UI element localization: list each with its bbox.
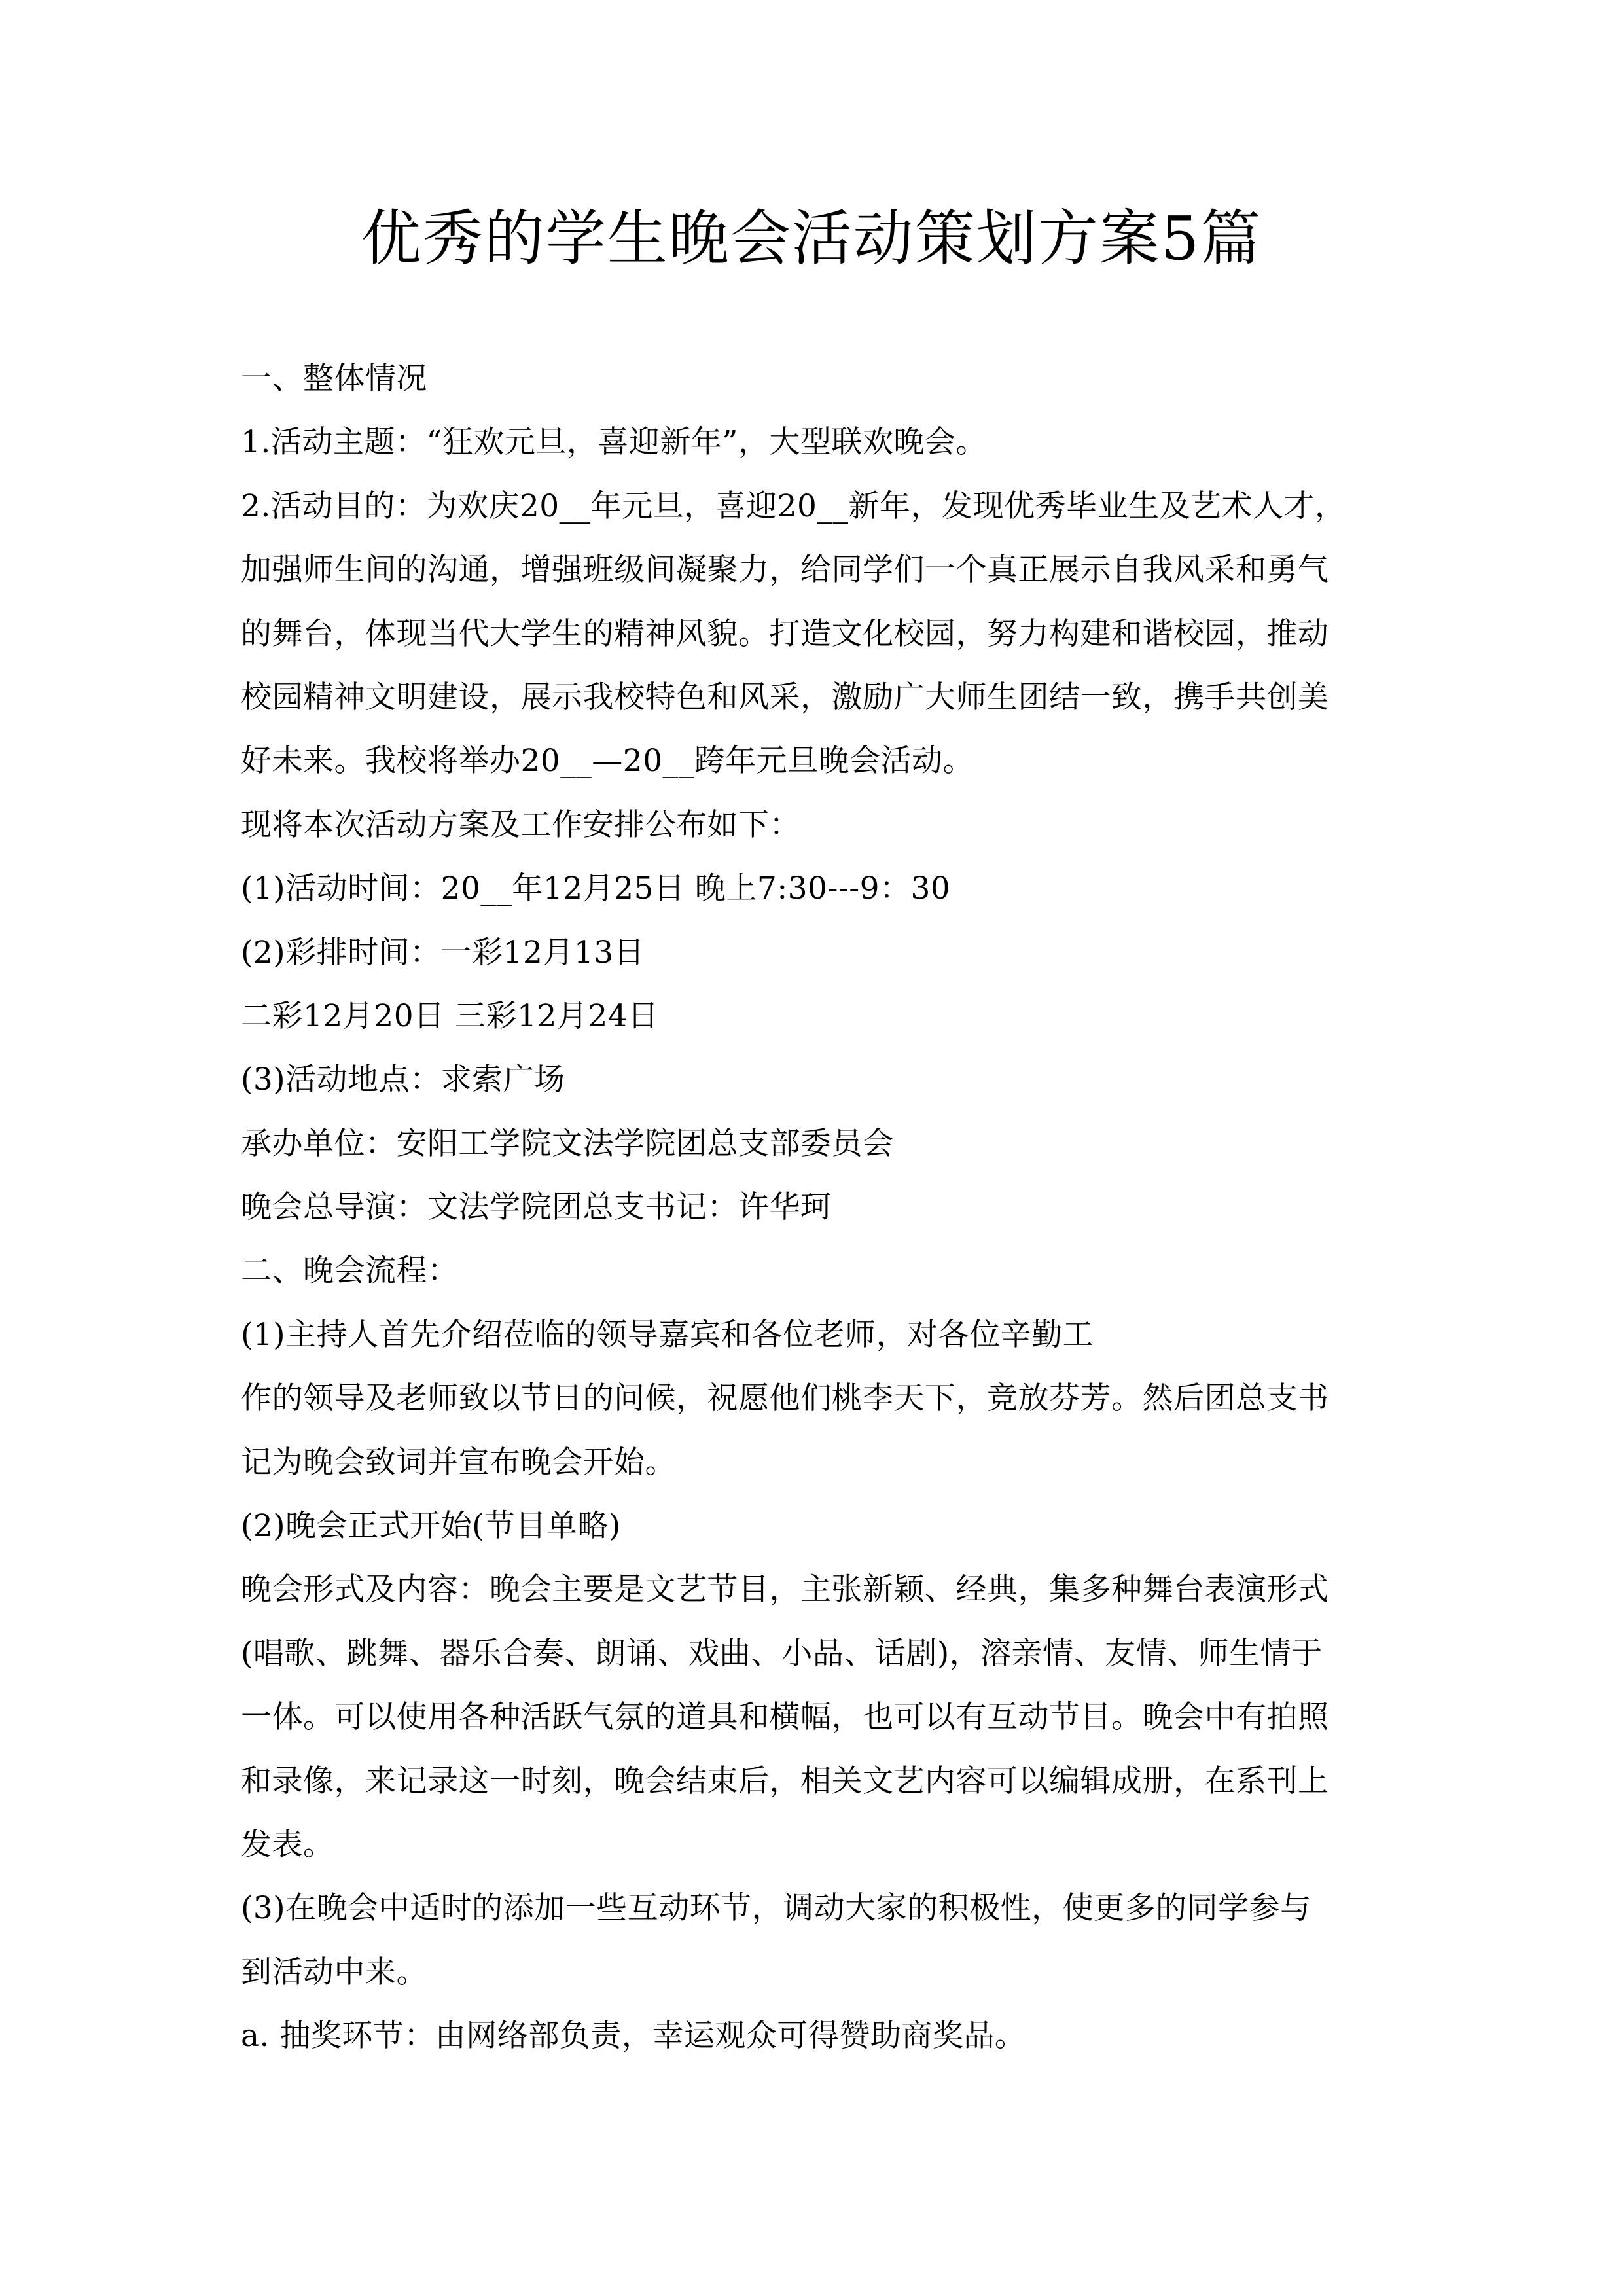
paragraph-line: 和录像，来记录这一时刻，晚会结束后，相关文艺内容可以编辑成册，在系刊上 (241, 1763, 1329, 1799)
paragraph-line: 作的领导及老师致以节日的问候，祝愿他们桃李天下，竞放芬芳。然后团总支书 (241, 1380, 1329, 1417)
paragraph-line: 好未来。我校将举办20__—20__跨年元旦晚会活动。 (241, 743, 974, 780)
paragraph-line: (1)活动时间：20__年12月25日 晚上7:30---9：30 (241, 870, 951, 907)
paragraph-line: (3)活动地点：求索广场 (241, 1062, 565, 1098)
paragraph-line: 校园精神文明建设，展示我校特色和风采，激励广大师生团结一致，携手共创美 (241, 679, 1329, 715)
paragraph-line: 现将本次活动方案及工作安排公布如下： (241, 806, 800, 843)
paragraph-line: 晚会形式及内容：晚会主要是文艺节目，主张新颖、经典，集多种舞台表演形式 (241, 1571, 1329, 1608)
section-heading-program: 二、晚会流程： (241, 1253, 459, 1289)
paragraph-line: (2)彩排时间：一彩12月13日 (241, 934, 645, 971)
paragraph-line: (3)在晚会中适时的添加一些互动环节，调动大家的积极性，使更多的同学参与 (241, 1890, 1311, 1927)
paragraph-line: 发表。 (241, 1826, 334, 1863)
paragraph-line: 的舞台，体现当代大学生的精神风貌。打造文化校园，努力构建和谐校园，推动 (241, 615, 1329, 652)
paragraph-line: (2)晚会正式开始(节目单略) (241, 1508, 621, 1545)
paragraph-line: 记为晚会致词并宣布晚会开始。 (241, 1444, 676, 1480)
paragraph-line: 加强师生间的沟通，增强班级间凝聚力，给同学们一个真正展示自我风采和勇气 (241, 552, 1329, 588)
paragraph-line: 1.活动主题：“狂欢元旦，喜迎新年”，大型联欢晚会。 (241, 424, 987, 461)
document-body (241, 347, 1393, 2068)
paragraph-line: a. 抽奖环节：由网络部负责，幸运观众可得赞助商奖品。 (241, 2018, 1026, 2054)
paragraph-line: 晚会总导演：文法学院团总支书记：许华珂 (241, 1189, 832, 1226)
paragraph-line: (唱歌、跳舞、器乐合奏、朗诵、戏曲、小品、话剧)，溶亲情、友情、师生情于 (241, 1635, 1323, 1672)
paragraph-line: 2.活动目的：为欢庆20__年元旦，喜迎20__新年，发现优秀毕业生及艺术人才， (241, 488, 1346, 524)
paragraph-line: 承办单位：安阳工学院文法学院团总支部委员会 (241, 1125, 894, 1162)
paragraph-line: (1)主持人首先介绍莅临的领导嘉宾和各位老师，对各位辛勤工 (241, 1316, 1094, 1353)
paragraph-line: 二彩12月20日 三彩12月24日 (241, 997, 659, 1034)
paragraph-line: 到活动中来。 (241, 1954, 427, 1990)
paragraph-line: 一体。可以使用各种活跃气氛的道具和横幅，也可以有互动节目。晚会中有拍照 (241, 1699, 1329, 1736)
document-title: 优秀的学生晚会活动策划方案5篇 (361, 204, 1262, 274)
section-heading-overview: 一、整体情况 (241, 361, 427, 397)
